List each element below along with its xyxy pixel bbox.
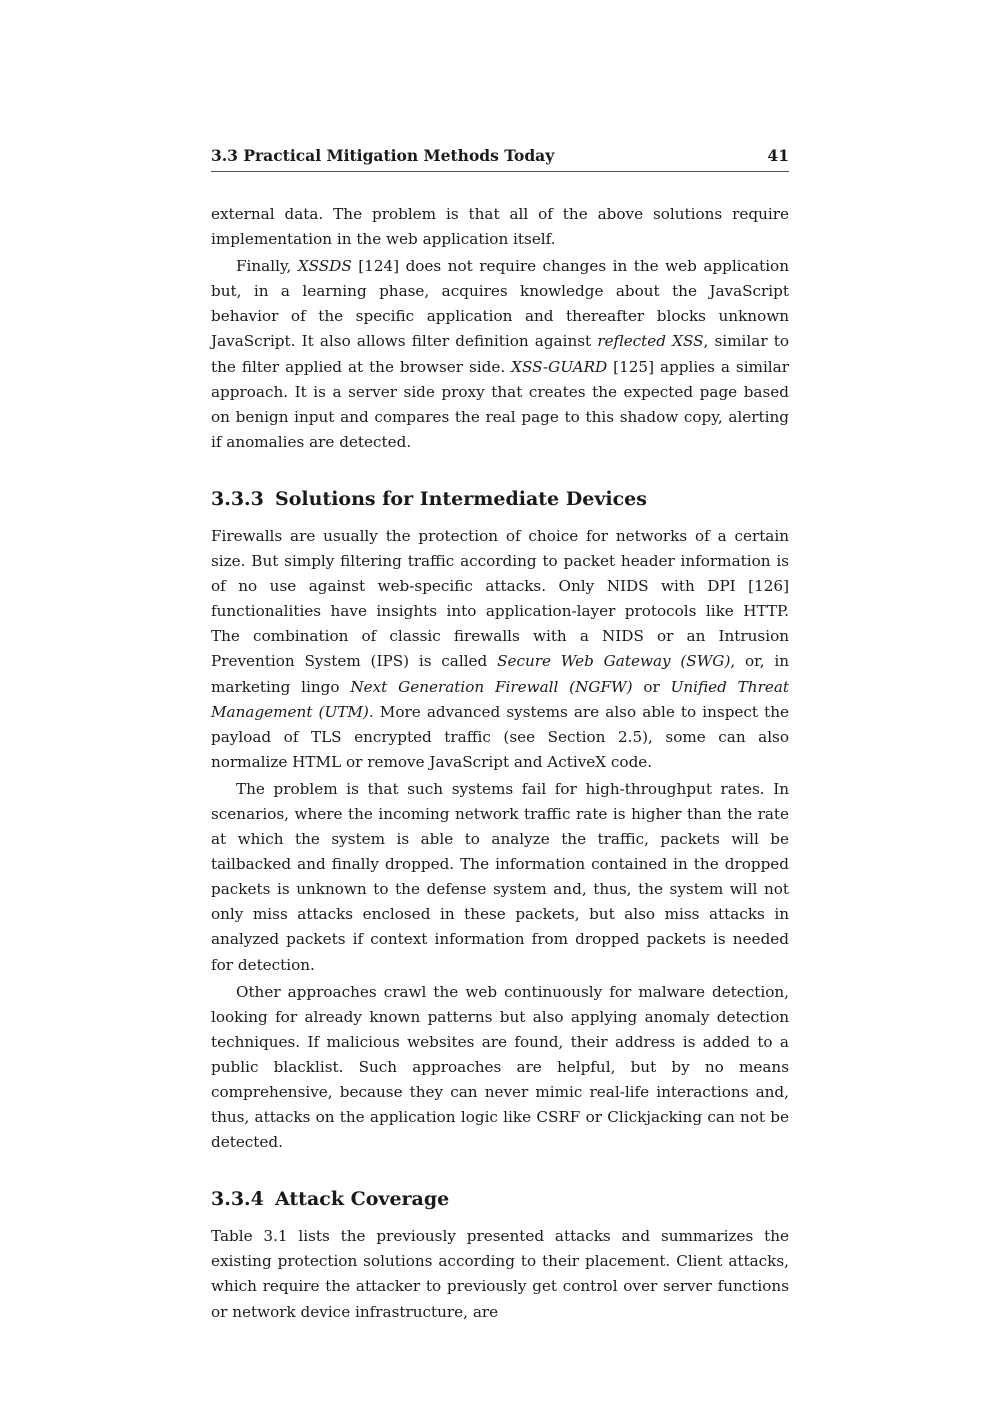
running-header bbox=[211, 146, 789, 172]
paragraph-text: Other approaches crawl the web continuously for malware detection, looking for already known patterns but also applying anomaly detection techniques. If malicious websites are found, their address is added to a public blacklist. Such approaches are helpful, but by no means comprehensive, because they can never mimic real-life interactions and, thus, attacks on the application logic like CSRF or Clickjacking can not be detected. bbox=[211, 982, 789, 1152]
text-run: Finally, bbox=[236, 257, 298, 276]
paragraph-attack-coverage bbox=[211, 1224, 789, 1324]
page bbox=[211, 146, 789, 1327]
text-run: Firewalls are usually the protection of choice for networks of a certain size. But simply filtering traffic according to packet header information is of no use against web-specific attacks. Only NIDS with DPI [126] functionalities have insights into application-layer protocols like HTTP. The combination of classic firewalls with a NIDS or an Intrusion Prevention System (IPS) is called bbox=[211, 526, 789, 671]
text-run: [125] applies a similar approach. It is a server side proxy that creates the expected page based on benign input and compares the real page to this shadow copy, alerting if anomalies are detected. bbox=[211, 357, 789, 451]
italic-term: Secure Web Gateway (SWG) bbox=[497, 652, 731, 671]
paragraph-firewalls bbox=[211, 524, 789, 775]
page-number: 41 bbox=[767, 146, 789, 165]
italic-term: reflected XSS bbox=[597, 332, 704, 351]
paragraph-crawl bbox=[211, 980, 789, 1156]
body-text bbox=[211, 202, 789, 1325]
paragraph-text: Table 3.1 lists the previously presented attacks and summarizes the existing protection solutions according to their placement. Client attacks, which require the attacker to previously get control over server functions or network device infrastructure, are bbox=[211, 1227, 789, 1321]
text-run: , similar to the filter applied at the browser side. bbox=[211, 332, 789, 376]
text-run: [124] does not require changes in the web application but, in a learning phase, acquires knowledge about the JavaScript behavior of the specific application and thereafter blocks unknown JavaScript. It also allows filter definition against bbox=[211, 257, 789, 351]
section-number: 3.3.3 bbox=[211, 487, 264, 510]
italic-term: XSSDS bbox=[297, 257, 352, 276]
paragraph-text: The problem is that such systems fail for high-throughput rates. In scenarios, where the incoming network traffic rate is higher than the rate at which the system is able to analyze the traffic, packets will be tailbacked and finally dropped. The information contained in the dropped packets is unknown to the defense system and, thus, the system will not only miss attacks enclosed in these packets, but also miss attacks in analyzed packets if context information from dropped packets is needed for detection. bbox=[211, 779, 789, 974]
paragraph-continuation bbox=[211, 202, 789, 252]
section-number: 3.3.4 bbox=[211, 1188, 264, 1211]
section-heading-3-3-3 bbox=[211, 486, 789, 512]
section-heading-3-3-4 bbox=[211, 1186, 789, 1212]
section-title: Solutions for Intermediate Devices bbox=[275, 487, 647, 510]
paragraph-xssds bbox=[211, 254, 789, 455]
italic-term: XSS-GUARD bbox=[511, 357, 608, 376]
text-run: . More advanced systems are also able to inspect the payload of TLS encrypted traffic (see Section 2.5), some can also normalize HTML or remove JavaScript and ActiveX code. bbox=[211, 702, 789, 771]
text-run: or bbox=[632, 677, 671, 696]
text-run: , or, in marketing lingo bbox=[211, 652, 789, 696]
paragraph-throughput bbox=[211, 777, 789, 978]
header-section-title: 3.3 Practical Mitigation Methods Today bbox=[211, 146, 555, 165]
section-title: Attack Coverage bbox=[275, 1188, 450, 1211]
italic-term: Unified Threat Management (UTM) bbox=[211, 677, 789, 721]
paragraph-text: external data. The problem is that all of the above solutions require implementation in the web application itself. bbox=[211, 205, 789, 249]
italic-term: Next Generation Firewall (NGFW) bbox=[350, 677, 633, 696]
